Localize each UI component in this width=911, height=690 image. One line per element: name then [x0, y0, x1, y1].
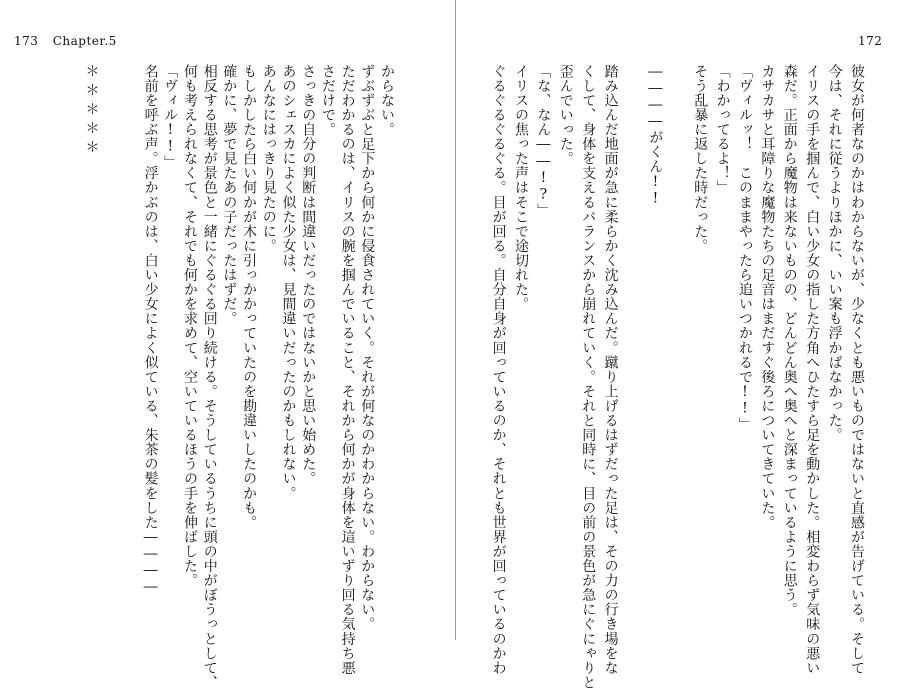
text-line: くして、身体を支えるバランスから崩れていく。それと同時に、目の前の景色が急にぐにゃりと: [580, 64, 597, 690]
text-line: 相反する思考が景色と一緒にぐるぐる回り続ける。そうしているうちに頭の中がぼうっとして、: [201, 64, 218, 690]
text-line: さだけで。: [319, 64, 336, 137]
text-line: ＊＊＊＊＊: [83, 64, 100, 159]
right-page-number: 172: [858, 34, 883, 48]
text-line: イリスの手を掴んで、白い少女の指した方角へひたすら足を動かした。相変わらず気味の悪い: [804, 64, 821, 676]
left-page-header: [14, 34, 117, 48]
text-line: あのシェスカによく似た少女は、見間違いだったのかもしれない。: [280, 64, 297, 501]
text-line: カサカサと耳障りな魔物たちの足音はまだすぐ後ろについてきていた。: [759, 64, 776, 530]
text-line: ぐるぐるぐるぐる。目が回る。自分自身が回っているのか、それとも世界が回っているのかわ: [490, 64, 507, 676]
text-line: 踏み込んだ地面が急に柔らかく沈み込んだ。蹴り上げるはずだった足は、その力の行き場をな: [602, 64, 619, 676]
text-line: からない。: [379, 64, 395, 137]
text-line: ずぶずぶと足下から何かに侵食されていく。それが何なのかわからない。わからない。: [359, 64, 376, 632]
text-line: [100, 64, 118, 634]
text-line: もしかしたら白い何かが木に引っかかっていたのを勘違いしたのかも。: [241, 64, 258, 530]
text-line: ――――がくん!!: [647, 64, 664, 207]
text-line: イリスの焦った声はそこで途切れた。: [513, 64, 529, 312]
text-line: 彼女が何者なのかはわからないが、少なくとも悪いものではないと直感が告げている。そして: [849, 64, 865, 676]
text-line: さっきの自分の判断は間違いだったのではないかと思い始めた。: [300, 64, 317, 486]
text-line: 名前を呼ぶ声。浮かぶのは、白い少女によく似ている、朱茶の髪をした――――: [142, 64, 159, 596]
text-line: 確かに、夢で見たあの子だったはずだ。: [221, 64, 238, 326]
text-line: 「わかってるよ！」: [714, 64, 731, 195]
right-page: [456, 50, 911, 690]
text-line: 歪んでいった。: [557, 64, 574, 166]
running-head: Chapter.5: [52, 34, 117, 48]
text-line: 森だ。正面から魔物は来ないものの、どんどん奥へ奥へと深まっているように思う。: [781, 64, 798, 617]
text-line: 「ヴィルッ！ このままやったら追いつかれるで!!」: [737, 64, 753, 432]
text-line: [622, 64, 640, 634]
text-line: [120, 64, 138, 634]
left-page-number: 173: [14, 34, 39, 48]
text-line: 今は、それに従うよりほかに、いい案も浮かばなかった。: [826, 64, 843, 443]
text-line: 「ヴィル!!」: [162, 64, 179, 170]
text-line: [667, 64, 685, 634]
text-line: 「な、なん――!?」: [535, 64, 552, 218]
text-line: あんなにはっきり見たのに。: [260, 64, 277, 254]
left-page: [0, 50, 455, 690]
text-line: 何も考えられなくて、それでも何かを求めて、空いているほうの手を伸ばした。: [182, 64, 198, 588]
text-line: そう乱暴に返した時だった。: [692, 64, 709, 254]
text-line: ただわかるのは、イリスの腕を掴んでいること、それから何かが身体を這いずり回る気持ち悪: [339, 64, 356, 676]
